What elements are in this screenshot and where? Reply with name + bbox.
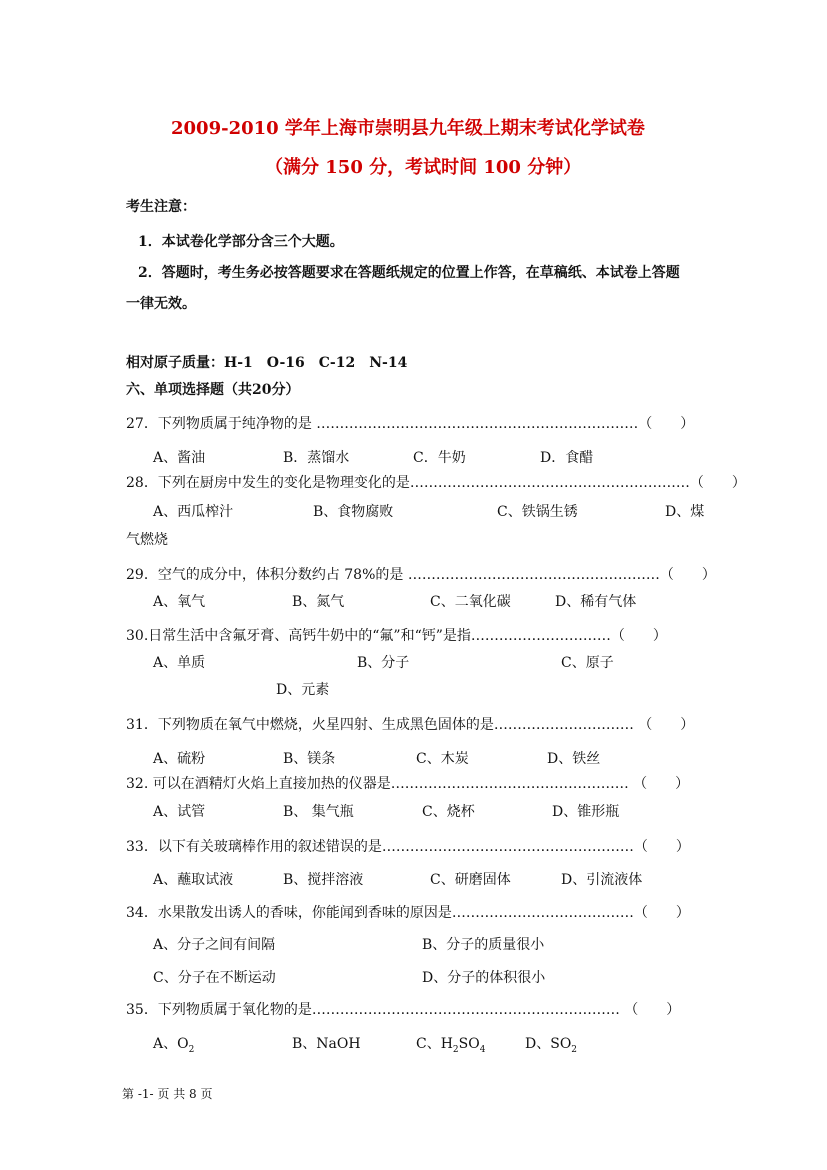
q28-option-a: A、西瓜榨汁	[153, 504, 234, 520]
question-34: 34．水果散发出诱人的香味，你能闻到香味的原因是…………………………………（ ）	[126, 905, 690, 921]
q30-option-a: A、单质	[153, 655, 206, 671]
question-28: 28．下列在厨房中发生的变化是物理变化的是……………………………………………………（ ）	[126, 475, 746, 491]
q31-option-a: A、硫粉	[153, 751, 206, 767]
q35-option-b: B、NaOH	[292, 1036, 361, 1052]
q30-option-b: B、分子	[357, 655, 410, 671]
question-35: 35．下列物质属于氧化物的是………………………………………………………… （ ）	[126, 1002, 681, 1018]
q32-option-b: B、 集气瓶	[283, 804, 354, 820]
q27-option-d: D．食醋	[540, 450, 594, 466]
atomic-mass-line: 相对原子质量：H-1 O-16 C-12 N-14	[126, 355, 408, 371]
question-30: 30.日常生活中含氟牙膏、高钙牛奶中的“氟”和“钙”是指…………………………（ ）	[126, 628, 667, 644]
notice-heading: 考生注意：	[126, 199, 196, 215]
question-31: 31．下列物质在氧气中燃烧，火星四射、生成黑色固体的是………………………… （ ）	[126, 717, 695, 733]
q35-option-a: A、$O_2$	[153, 1036, 195, 1055]
page-footer: 第 -1- 页 共 8 页	[122, 1087, 213, 1101]
notice-item-1: 1．本试卷化学部分含三个大题。	[138, 234, 344, 250]
q27-option-a: A、酱油	[153, 450, 206, 466]
q34-option-d: D、分子的体积很小	[422, 970, 546, 986]
q32-option-d: D、锥形瓶	[552, 804, 620, 820]
q28-option-d: D、煤	[665, 504, 705, 520]
question-33: 33．以下有关玻璃棒作用的叙述错误的是………………………………………………（ ）	[126, 839, 690, 855]
notice-item-2: 2．答题时，考生务必按答题要求在答题纸规定的位置上作答，在草稿纸、本试卷上答题	[138, 265, 680, 281]
page-title: 2009-2010 学年上海市崇明县九年级上期末考试化学试卷	[171, 118, 645, 139]
q33-option-a: A、蘸取试液	[153, 872, 234, 888]
q33-option-b: B、搅拌溶液	[283, 872, 364, 888]
q30-option-d: D、元素	[276, 682, 330, 698]
section-heading: 六、单项选择题（共20分）	[126, 382, 300, 398]
q34-option-c: C、分子在不断运动	[153, 970, 276, 986]
q29-option-a: A、氧气	[153, 594, 206, 610]
q31-option-d: D、铁丝	[547, 751, 601, 767]
q33-option-c: C、研磨固体	[430, 872, 511, 888]
q35-option-d: D、$SO_2$	[525, 1036, 578, 1055]
q27-option-b: B．蒸馏水	[283, 450, 350, 466]
question-32: 32. 可以在酒精灯火焰上直接加热的仪器是…………………………………………… （ ）	[126, 776, 690, 792]
q31-option-b: B、镁条	[283, 751, 336, 767]
q27-option-c: C．牛奶	[413, 450, 466, 466]
page-subtitle: （满分 150 分，考试时间 100 分钟）	[265, 157, 582, 178]
q28-option-c: C、铁锅生锈	[497, 504, 578, 520]
q28-option-d-continued: 气燃烧	[126, 532, 168, 548]
q33-option-d: D、引流液体	[561, 872, 643, 888]
q32-option-a: A、试管	[153, 804, 206, 820]
question-29: 29．空气的成分中，体积分数约占 78%的是 ………………………………………………（ ）	[126, 567, 716, 583]
q35-option-c: C、$H_2SO_4$	[416, 1036, 486, 1055]
q34-option-a: A、分子之间有间隔	[153, 937, 276, 953]
q28-option-b: B、食物腐败	[313, 504, 394, 520]
q29-option-b: B、氮气	[292, 594, 345, 610]
q32-option-c: C、烧杯	[422, 804, 475, 820]
q29-option-d: D、稀有气体	[555, 594, 637, 610]
question-27: 27．下列物质属于纯净物的是 ……………………………………………………………（ ）	[126, 416, 695, 432]
q34-option-b: B、分子的质量很小	[422, 937, 545, 953]
notice-item-2-continued: 一律无效。	[126, 296, 196, 312]
q29-option-c: C、二氧化碳	[430, 594, 511, 610]
q31-option-c: C、木炭	[416, 751, 469, 767]
q30-option-c: C、原子	[561, 655, 614, 671]
